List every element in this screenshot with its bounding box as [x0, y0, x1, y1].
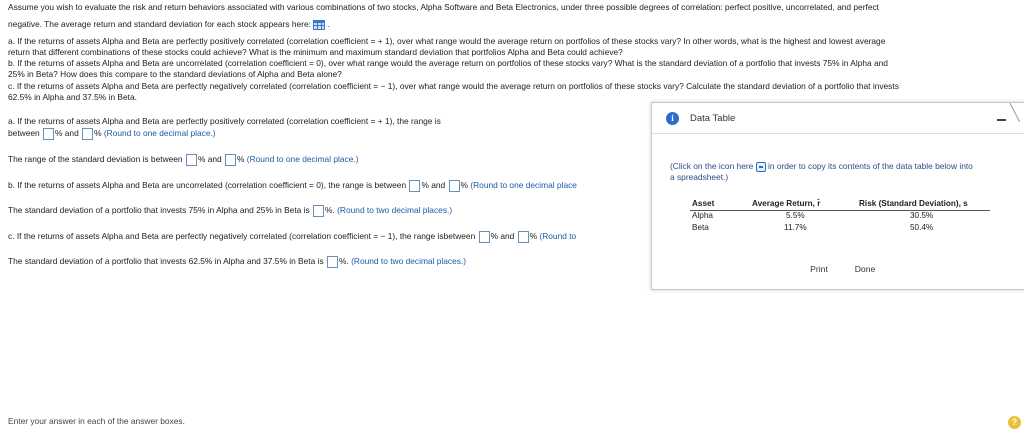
round-hint: (Round to one decimal place.) — [246, 154, 359, 165]
instr-part-1: (Click on the icon here — [670, 161, 754, 171]
a-range-high-input[interactable] — [82, 128, 93, 140]
col-risk: Risk (Standard Deviation), s — [859, 199, 968, 208]
row-alpha-return: 5.5% — [786, 211, 805, 220]
b-range-label: b. If the returns of assets Alpha and Beta are uncorrelated (correlation coefficient = 0), the range is between — [8, 180, 407, 191]
round-hint: (Round to one decimal place — [470, 180, 577, 191]
pct-and-label: % and — [197, 154, 222, 165]
answer-a-range-row — [8, 128, 216, 140]
c-range-label: c. If the returns of assets Alpha and Beta are perfectly negatively correlated (correlation coefficient = − 1), the range isbetween — [8, 231, 476, 242]
b-sd-label: The standard deviation of a portfolio that invests 75% in Alpha and 25% in Beta is — [8, 205, 310, 216]
b-sd-input[interactable] — [313, 205, 324, 217]
copy-instructions — [670, 161, 1020, 182]
row-beta-return: 11.7% — [784, 223, 807, 232]
answer-c-sd-row: The standard deviation of a portfolio that invests 62.5% in Alpha and 37.5% in Beta is %. (Round to two decimal places.) — [8, 256, 467, 267]
done-button[interactable]: Done — [854, 264, 876, 274]
answer-c-range-row — [8, 231, 576, 243]
header-divider — [690, 210, 990, 211]
footer-hint: Enter your answer in each of the answer boxes. — [8, 416, 185, 426]
question-c-line-1: c. If the returns of assets Alpha and Beta are perfectly negatively correlated (correlation coefficient = − 1), over what range would the average return on portfolios of these stocks vary? Calculate the standard deviation of a portfolio that invests — [8, 81, 899, 91]
data-table-dialog — [651, 102, 1024, 290]
row-beta-risk: 50.4% — [910, 223, 934, 232]
question-a-line-2: return that different combinations of these stocks could achieve? What is the minimum and maximum standard deviation that portfolios Alpha and Beta could achieve? — [8, 47, 623, 57]
c-range-high-input[interactable] — [518, 231, 529, 243]
answer-b-sd-row: The standard deviation of a portfolio that invests 75% in Alpha and 25% in Beta is %. (Round to two decimal places.) — [8, 205, 453, 216]
c-sd-input[interactable] — [327, 256, 338, 268]
instr-part-3: a spreadsheet.) — [670, 171, 729, 182]
round-hint: (Round to two decimal places.) — [351, 256, 467, 267]
print-button[interactable]: Print — [810, 264, 828, 274]
answer-a-range-label: a. If the returns of assets Alpha and Beta are perfectly positively correlated (correlation coefficient = + 1), the range is — [8, 116, 441, 126]
answer-a-sd-row — [8, 154, 359, 166]
a-sd-low-input[interactable] — [186, 154, 197, 166]
help-icon[interactable]: ? — [1008, 416, 1021, 429]
a-sd-label: The range of the standard deviation is between — [8, 154, 183, 165]
row-alpha-asset: Alpha — [692, 211, 713, 220]
info-icon: i — [666, 112, 679, 125]
pct-and-label: % and — [421, 180, 446, 191]
between-label: between — [8, 128, 40, 139]
copy-icon[interactable] — [756, 162, 766, 172]
row-beta-asset: Beta — [692, 223, 709, 232]
dialog-title: Data Table — [690, 113, 736, 124]
round-hint: (Round to two decimal places.) — [337, 205, 453, 216]
round-hint: (Round to — [539, 231, 577, 242]
close-icon[interactable]: ╲ — [1010, 105, 1020, 122]
intro-line-1: Assume you wish to evaluate the risk and return behaviors associated with various combinations of two stocks, Alpha Software and Beta Electronics, under three possible degrees of correlation: perfect positive, uncorrelated, and perfect — [8, 2, 880, 12]
round-hint: (Round to one decimal place.) — [103, 128, 216, 139]
pct-label: % — [325, 205, 333, 216]
answer-b-range-row — [8, 180, 577, 192]
pct-label: % — [94, 128, 102, 139]
col-average-return: Average Return, r̄ — [752, 199, 821, 208]
a-range-low-input[interactable] — [43, 128, 54, 140]
question-a-line-1: a. If the returns of assets Alpha and Beta are perfectly positively correlated (correlation coefficient = + 1), over what range would the average return on portfolios of these stocks vary? In other words, what is the highest and lowest average — [8, 36, 886, 46]
pct-label: % — [529, 231, 538, 242]
pct-label: % — [237, 154, 245, 165]
pct-and-label: % and — [55, 128, 79, 139]
minimize-icon[interactable] — [997, 119, 1006, 121]
a-sd-high-input[interactable] — [225, 154, 236, 166]
pct-and-label: % and — [490, 231, 515, 242]
row-alpha-risk: 30.5% — [910, 211, 934, 220]
question-b-line-1: b. If the returns of assets Alpha and Beta are uncorrelated (correlation coefficient = 0), over what range would the average return on portfolios of these stocks vary? What is the standard deviation of a portfolio that invests 75% in Alpha and — [8, 58, 888, 68]
b-range-high-input[interactable] — [449, 180, 460, 192]
instr-part-2: in order to copy its contents of the data table below into — [767, 161, 973, 171]
b-range-low-input[interactable] — [409, 180, 420, 192]
c-range-low-input[interactable] — [479, 231, 490, 243]
question-c-line-2: 62.5% in Alpha and 37.5% in Beta. — [8, 92, 137, 102]
intro-line-2-text: negative. The average return and standard deviation for each stock appears here: — [8, 19, 311, 29]
c-sd-label: The standard deviation of a portfolio that invests 62.5% in Alpha and 37.5% in Beta is — [8, 256, 324, 267]
pct-label: % — [460, 180, 468, 191]
pct-label: % — [339, 256, 347, 267]
question-b-line-2: 25% in Beta? How does this compare to the standard deviations of Alpha and Beta alone? — [8, 69, 342, 79]
col-asset: Asset — [692, 199, 715, 208]
data-table-icon[interactable] — [313, 20, 325, 30]
dialog-titlebar — [652, 103, 1024, 134]
intro-line-2: negative. The average return and standard deviation for each stock appears here: . — [8, 19, 330, 29]
